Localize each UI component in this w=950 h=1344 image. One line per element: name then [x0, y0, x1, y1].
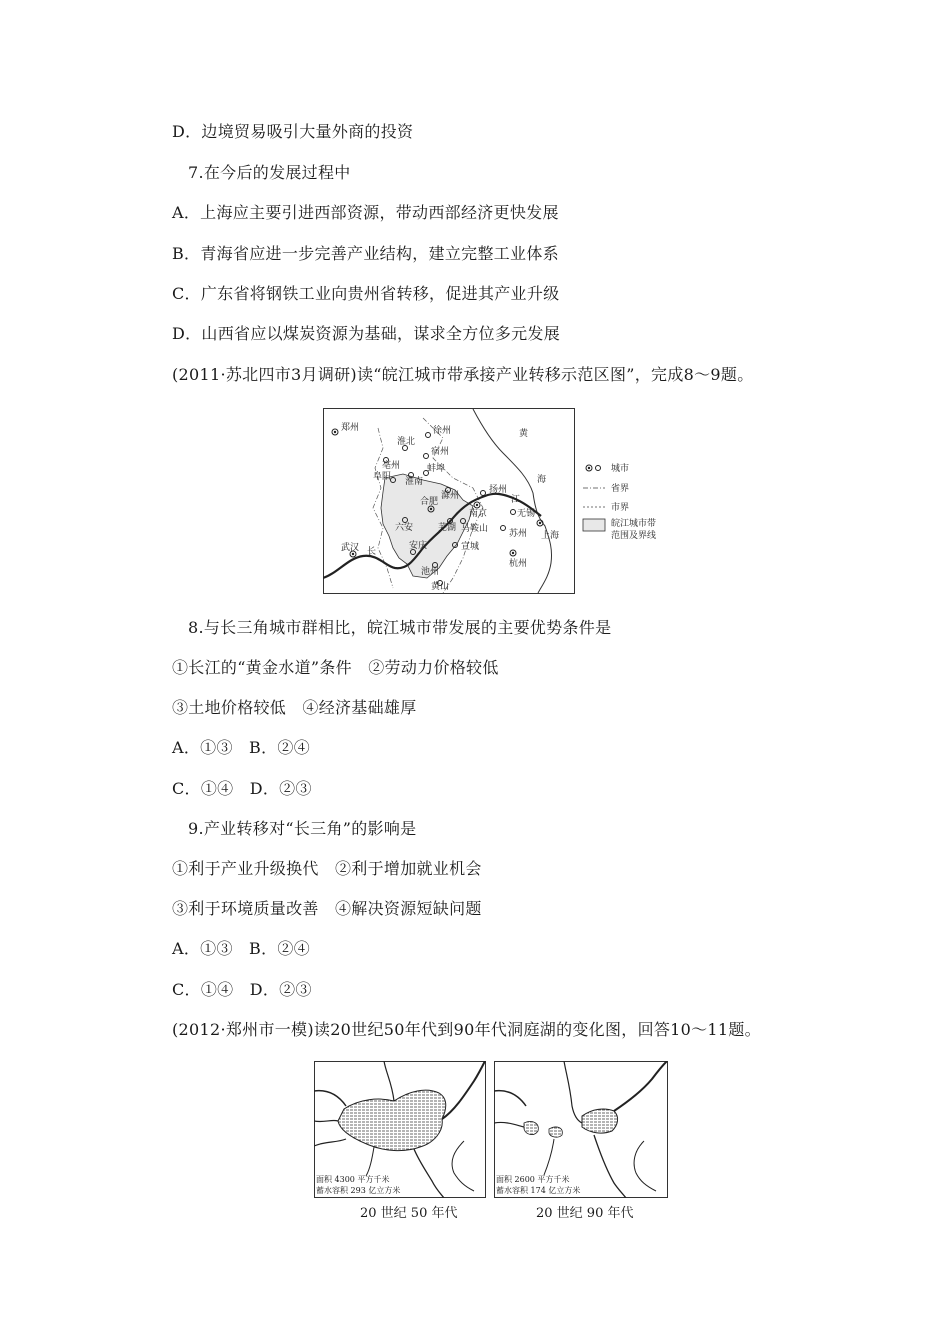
svg-text:宣城: 宣城 [461, 542, 480, 552]
svg-text:上海: 上海 [541, 531, 560, 541]
svg-text:马鞍山: 马鞍山 [461, 524, 489, 534]
svg-text:宿州: 宿州 [431, 447, 450, 457]
map-legend [583, 462, 656, 541]
q9-statements-1: ①利于产业升级换代 ②利于增加就业机会 [172, 859, 482, 878]
svg-text:淮南: 淮南 [405, 477, 424, 487]
svg-text:长: 长 [367, 547, 377, 557]
q9-statements-2: ③利于环境质量改善 ④解决资源短缺问题 [172, 899, 482, 918]
q7-option-d: D．山西省应以煤炭资源为基础，谋求全方位多元发展 [172, 324, 561, 343]
svg-text:扬州: 扬州 [489, 485, 508, 495]
svg-text:淮北: 淮北 [397, 437, 416, 447]
svg-text:郑州: 郑州 [341, 423, 360, 433]
caption-1950s: 20 世纪 50 年代 [360, 1206, 458, 1221]
svg-text:城市: 城市 [611, 464, 630, 474]
dongting-1990s-map [494, 1061, 668, 1198]
dongting-1950s-map [314, 1061, 486, 1198]
caption-1990s: 20 世纪 90 年代 [536, 1206, 634, 1221]
svg-text:杭州: 杭州 [509, 559, 528, 569]
svg-text:滁州: 滁州 [441, 491, 460, 501]
svg-text:市界: 市界 [611, 503, 630, 513]
q8-statements-2: ③土地价格较低 ④经济基础雄厚 [172, 698, 417, 717]
svg-text:皖江城市带: 皖江城市带 [611, 519, 657, 529]
question-7: 7.在今后的发展过程中 [188, 163, 351, 182]
intro-q8-9: (2011·苏北四市3月调研)读“皖江城市带承接产业转移示范区图”，完成8～9题。 [172, 365, 754, 384]
area-1990s: 面积 2600 平方千米 [496, 1175, 570, 1184]
svg-text:海: 海 [537, 475, 547, 485]
volume-1990s: 蓄水容积 174 亿立方米 [496, 1186, 581, 1195]
question-8: 8.与长三角城市群相比，皖江城市带发展的主要优势条件是 [188, 618, 612, 637]
svg-text:合肥: 合肥 [420, 497, 439, 507]
q7-option-c: C．广东省将钢铁工业向贵州省转移，促进其产业升级 [172, 284, 560, 303]
svg-text:范围及界线: 范围及界线 [611, 531, 657, 541]
svg-text:黄山: 黄山 [431, 582, 450, 592]
svg-text:苏州: 苏州 [509, 529, 528, 539]
q8-statements-1: ①长江的“黄金水道”条件 ②劳动力价格较低 [172, 658, 499, 677]
svg-text:亳州: 亳州 [382, 461, 401, 471]
q6-option-d: D．边境贸易吸引大量外商的投资 [172, 122, 414, 141]
svg-text:省界: 省界 [611, 484, 630, 494]
svg-text:安庆: 安庆 [409, 541, 428, 551]
svg-text:阜阳: 阜阳 [373, 472, 392, 482]
q8-options-cd: C．①④ D．②③ [172, 779, 312, 798]
svg-text:徐州: 徐州 [433, 426, 452, 436]
q7-option-b: B．青海省应进一步完善产业结构，建立完整工业体系 [172, 244, 559, 263]
svg-text:芜湖: 芜湖 [438, 523, 457, 533]
intro-q10-11: (2012·郑州市一模)读20世纪50年代到90年代洞庭湖的变化图，回答10～11题。 [172, 1020, 761, 1039]
svg-text:黄: 黄 [519, 429, 529, 439]
svg-text:南京: 南京 [469, 509, 488, 519]
svg-text:池州: 池州 [421, 567, 440, 577]
q9-options-ab: A．①③ B．②④ [172, 939, 311, 958]
area-1950s: 面积 4300 平方千米 [316, 1175, 390, 1184]
svg-text:六安: 六安 [395, 523, 414, 533]
svg-text:无锡: 无锡 [517, 509, 536, 519]
svg-text:蚌埠: 蚌埠 [427, 464, 446, 474]
q7-option-a: A．上海应主要引进西部资源，带动西部经济更快发展 [172, 203, 559, 222]
volume-1950s: 蓄水容积 293 亿立方米 [316, 1186, 401, 1195]
svg-text:武汉: 武汉 [341, 543, 360, 553]
svg-text:江: 江 [511, 495, 521, 505]
question-9: 9.产业转移对“长三角”的影响是 [188, 819, 417, 838]
q9-options-cd: C．①④ D．②③ [172, 980, 312, 999]
q8-options-ab: A．①③ B．②④ [172, 738, 311, 757]
wanjiang-map [323, 408, 663, 594]
